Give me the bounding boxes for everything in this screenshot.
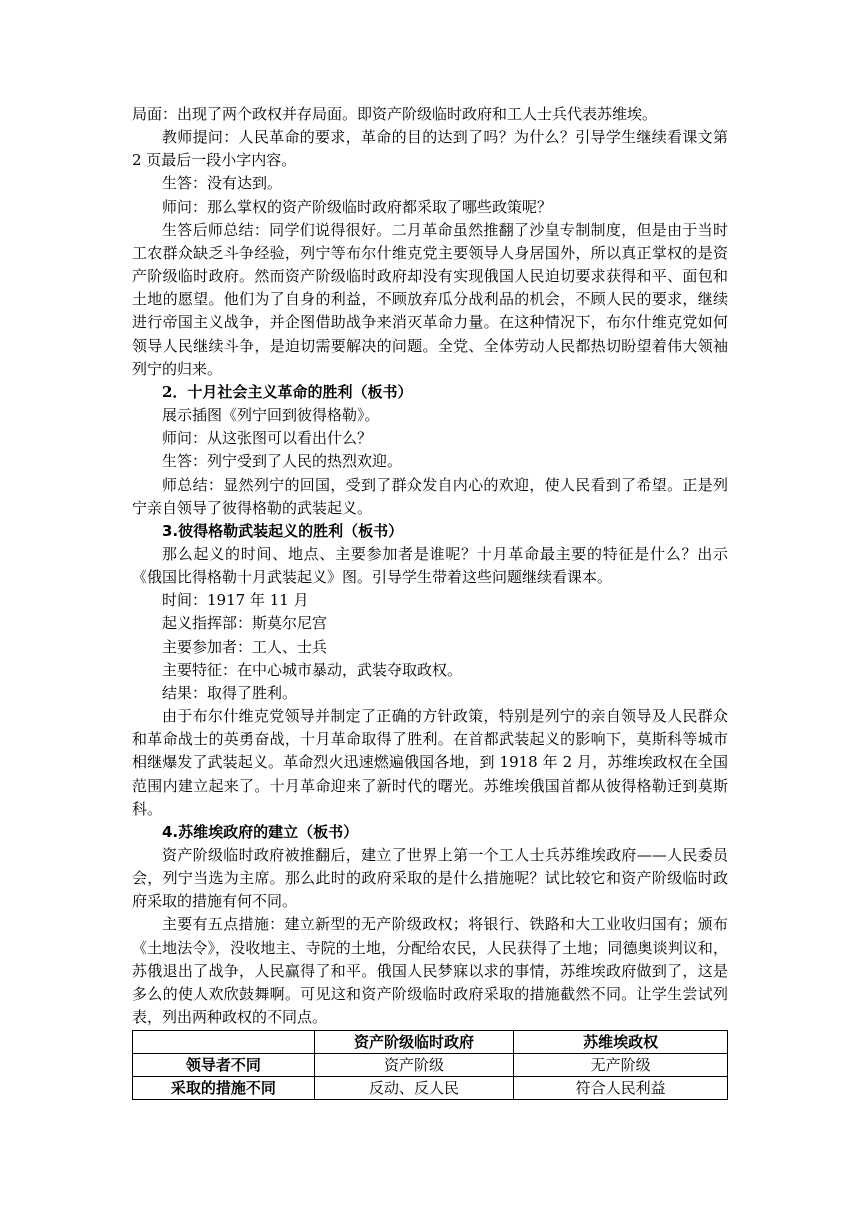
paragraph: 师问：那么掌权的资产阶级临时政府都采取了哪些政策呢？ <box>162 197 553 216</box>
comparison-table <box>132 1030 728 1100</box>
paragraph: 主要有五点措施：建立新型的无产阶级政权；将银行、铁路和大工业收归国有；颁布《土地法令》，没收地主、寺院的土地，分配给农民，人民获得了土地；同德奥谈判议和，苏俄退出了战争，人民赢得了和平。俄国人民梦寐以求的事情，苏维埃政府做到了，这是多么的使人欢欣鼓舞啊。可见这和资产阶级临时政府采取的措施截然不同。让学生尝试列表，列出两种政权的不同点。 <box>132 915 728 1027</box>
paragraph: 结果：取得了胜利。 <box>162 683 298 702</box>
table-header-cell <box>133 1031 315 1054</box>
table-row-header: 领导者不同 <box>133 1054 315 1077</box>
paragraph: 资产阶级临时政府被推翻后，建立了世界上第一个工人士兵苏维埃政府——人民委员会，列宁当选为主席。那么此时的政府采取的是什么措施呢？试比较它和资产阶级临时政府采取的措施有何不同。 <box>132 846 728 911</box>
paragraph: 主要特征：在中心城市暴动，武装夺取政权。 <box>162 660 463 679</box>
paragraph: 时间：1917 年 11 月 <box>162 591 309 610</box>
paragraph: 主要参加者：工人、士兵 <box>162 637 328 656</box>
table-cell: 资产阶级 <box>314 1054 514 1077</box>
paragraph: 由于布尔什维克党领导并制定了正确的方针政策，特别是列宁的亲自领导及人民群众和革命战士的英勇奋战，十月革命取得了胜利。在首都武装起义的影响下，莫斯科等城市相继爆发了武装起义。革命烈火迅速燃遍俄国各地，到 1918 年 2 月，苏维埃政权在全国范围内建立起来了。十月革命迎来了新时代的曙光。苏维埃俄国首都从彼得格勒迁到莫斯科。 <box>132 707 728 818</box>
text-body <box>132 103 728 1029</box>
table-row <box>133 1054 728 1077</box>
section-heading: 4.苏维埃政府的建立（板书） <box>162 822 359 841</box>
paragraph: 教师提问：人民革命的要求，革命的目的达到了吗？为什么？引导学生继续看课文第 2 页最后一段小字内容。 <box>132 128 728 170</box>
table-cell: 无产阶级 <box>514 1054 728 1077</box>
paragraph: 生答：列宁受到了人民的热烈欢迎。 <box>162 452 403 471</box>
paragraph: 师总结：显然列宁的回国，受到了群众发自内心的欢迎，使人民看到了希望。正是列宁亲自领导了彼得格勒的武装起义。 <box>132 475 728 517</box>
document-page <box>132 103 728 1100</box>
section-heading: 3.彼得格勒武装起义的胜利（板书） <box>162 521 404 540</box>
paragraph: 生答后师总结：同学们说得很好。二月革命虽然推翻了沙皇专制制度，但是由于当时工农群众缺乏斗争经验，列宁等布尔什维克党主要领导人身居国外，所以真正掌权的是资产阶级临时政府。然而资产阶级临时政府却没有实现俄国人民迫切要求获得和平、面包和土地的愿望。他们为了自身的利益，不顾放弃瓜分战利品的机会，不顾人民的要求，继续进行帝国主义战争，并企图借助战争来消灭革命力量。在这种情况下，布尔什维克党如何领导人民继续斗争，是迫切需要解决的问题。全党、全体劳动人民都热切盼望着伟大领袖列宁的归来。 <box>132 220 728 378</box>
paragraph: 师问：从这张图可以看出什么？ <box>162 429 373 448</box>
table-header-row <box>133 1031 728 1054</box>
table-header-cell: 苏维埃政权 <box>514 1031 728 1054</box>
table-header-cell: 资产阶级临时政府 <box>314 1031 514 1054</box>
paragraph: 那么起义的时间、地点、主要参加者是谁呢？十月革命最主要的特征是什么？出示《俄国比得格勒十月武装起义》图。引导学生带着这些问题继续看课本。 <box>132 544 728 587</box>
paragraph: 生答：没有达到。 <box>162 174 283 193</box>
table-row <box>133 1077 728 1100</box>
table-cell: 反动、反人民 <box>314 1077 514 1100</box>
paragraph: 局面：出现了两个政权并存局面。即资产阶级临时政府和工人士兵代表苏维埃。 <box>132 105 658 123</box>
table-cell: 符合人民利益 <box>514 1077 728 1100</box>
section-heading: 2．十月社会主义革命的胜利（板书） <box>162 382 413 401</box>
paragraph: 起义指挥部：斯莫尔尼宫 <box>162 614 328 633</box>
table-row-header: 采取的措施不同 <box>133 1077 315 1100</box>
paragraph: 展示插图《列宁回到彼得格勒》。 <box>162 406 380 425</box>
